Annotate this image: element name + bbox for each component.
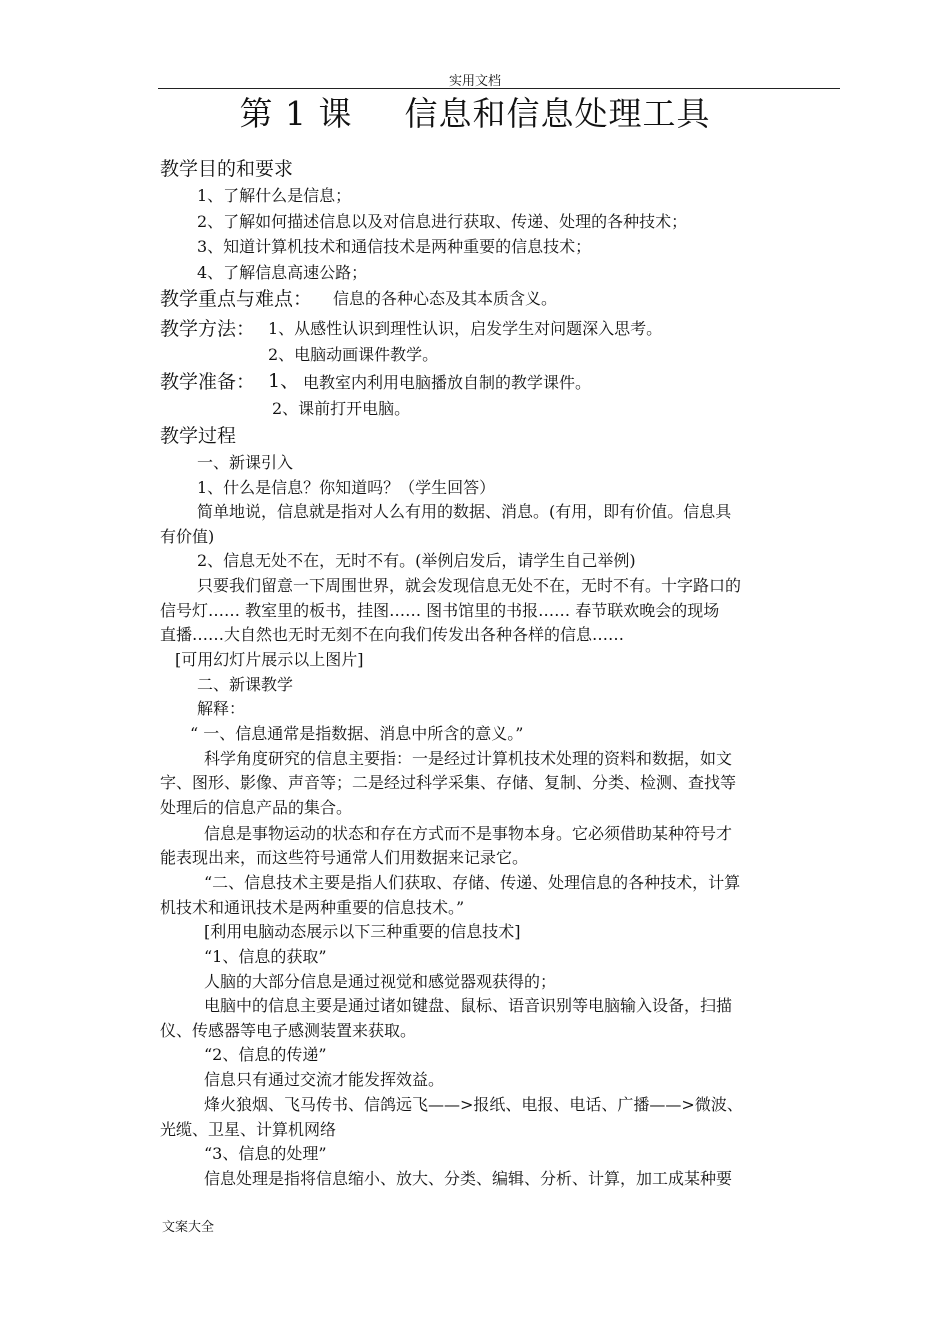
method-item: 2、电脑动画课件教学。 (268, 345, 439, 364)
note-line: [可用幻灯片展示以上图片] (175, 650, 364, 669)
paragraph-line: 光缆、卫星、计算机网络 (160, 1120, 337, 1139)
objective-item: 1、了解什么是信息； (197, 186, 352, 205)
objectives-heading: 教学目的和要求 (160, 158, 294, 180)
paragraph-line: 信息处理是指将信息缩小、放大、分类、编辑、分析、计算，加工成某种要 (204, 1169, 733, 1188)
subsection-heading: “3、信息的处理” (204, 1144, 327, 1163)
preparation-label: 教学准备： (160, 371, 256, 393)
lesson-title: 信息和信息处理工具 (404, 94, 711, 133)
process-heading: 教学过程 (160, 425, 237, 447)
paragraph-line: 科学角度研究的信息主要指：一是经过计算机技术处理的资料和数据，如文 (204, 749, 733, 768)
preparation-item: 电教室内利用电脑播放自制的教学课件。 (303, 373, 592, 392)
section-heading: 一、新课引入 (197, 453, 294, 472)
key-points-label: 教学重点与难点： (160, 288, 313, 310)
paragraph-line: 只要我们留意一下周围世界，就会发现信息无处不在，无时不有。十字路口的 (197, 576, 742, 595)
subsection-heading: “2、信息的传递” (204, 1045, 327, 1064)
question-line: 1、什么是信息？你知道吗？（学生回答） (197, 478, 496, 497)
paragraph-line: 烽火狼烟、飞马传书、信鸽远飞——>报纸、电报、电话、广播——>微波、 (204, 1095, 743, 1114)
paragraph-line: 信息是事物运动的状态和存在方式而不是事物本身。它必须借助某种符号才 (204, 824, 733, 843)
paragraph-line: 信息只有通过交流才能发挥效益。 (204, 1070, 445, 1089)
objective-item: 3、知道计算机技术和通信技术是两种重要的信息技术； (197, 237, 592, 256)
paragraph-line: 有价值) (160, 527, 215, 546)
key-points-text: 信息的各种心态及其本质含义。 (333, 289, 558, 308)
objective-item: 4、了解信息高速公路； (197, 263, 368, 282)
paragraph-line: 处理后的信息产品的集合。 (160, 798, 353, 817)
question-line: 2、信息无处不在，无时不有。(举例启发后，请学生自己举例) (197, 551, 636, 570)
quote-line: “ 一、信息通常是指数据、消息中所含的意义。” (190, 724, 524, 743)
page-title (0, 88, 950, 135)
quote-line: 机技术和通讯技术是两种重要的信息技术。” (160, 898, 465, 917)
paragraph-line: 信号灯…… 教室里的板书，挂图…… 图书馆里的书报…… 春节联欢晚会的现场 (160, 601, 720, 620)
paragraph-line: 能表现出来，而这些符号通常人们用数据来记录它。 (160, 848, 529, 867)
methods-label: 教学方法： (160, 318, 256, 340)
paragraph-line: 直播……大自然也无时无刻不在向我们传发出各种各样的信息…… (160, 625, 625, 644)
preparation-number: 1、 (268, 370, 300, 392)
paragraph-line: 字、图形、影像、声音等；二是经过科学采集、存储、复制、分类、检测、查找等 (160, 773, 737, 792)
note-line: [利用电脑动态展示以下三种重要的信息技术] (204, 922, 521, 941)
lesson-number: 第 1 课 (239, 94, 353, 133)
paragraph-line: 简单地说，信息就是指对人么有用的数据、消息。(有用，即有价值。信息具 (197, 502, 732, 521)
quote-line: “二、信息技术主要是指人们获取、存储、传递、处理信息的各种技术，计算 (204, 873, 741, 892)
preparation-item: 2、课前打开电脑。 (272, 399, 411, 418)
paragraph-line: 电脑中的信息主要是通过诸如键盘、鼠标、语音识别等电脑输入设备，扫描 (204, 996, 733, 1015)
paragraph-line: 人脑的大部分信息是通过视觉和感觉器观获得的； (204, 972, 557, 991)
subsection-heading: “1、信息的获取” (204, 947, 327, 966)
page-footer: 文案大全 (162, 1220, 215, 1235)
paragraph-line: 仪、传感器等电子感测装置来获取。 (160, 1021, 417, 1040)
page-header: 实用文档 (448, 74, 501, 89)
section-heading: 二、新课教学 (197, 675, 294, 694)
objective-item: 2、了解如何描述信息以及对信息进行获取、传递、处理的各种技术； (197, 212, 688, 231)
paragraph-line: 解释： (197, 699, 246, 718)
method-item: 1、从感性认识到理性认识，启发学生对问题深入思考。 (268, 319, 663, 338)
